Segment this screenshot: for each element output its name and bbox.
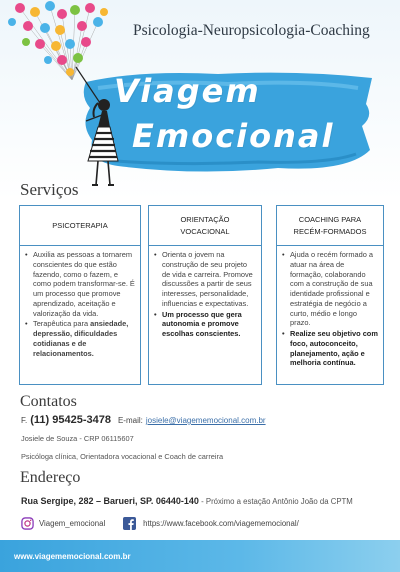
phone-number[interactable]: (11) 95425-3478: [30, 414, 111, 426]
services-heading: Serviços: [20, 180, 79, 199]
facebook-link[interactable]: https://www.facebook.com/viagememocional/: [143, 519, 299, 528]
service-item: • Realize seu objetivo com foco, autoconceito, planejamento, ação e melhoria contínua.: [282, 329, 378, 368]
person-name: Josiele de Souza - CRP 06115607: [21, 434, 134, 443]
footer-bar: [0, 540, 400, 572]
phone-prefix: F.: [21, 416, 28, 425]
service-title: [277, 206, 383, 246]
instagram-icon[interactable]: [21, 517, 34, 530]
service-title-line1: ORIENTAÇÃO: [180, 214, 230, 224]
contact-line: [21, 414, 266, 426]
service-title: [20, 206, 140, 246]
service-card-coaching: [276, 205, 384, 385]
service-item: • Auxilia as pessoas a tornarem conscientes do que estão fazendo, como o fazem, e como podem transformar-se. É um processo que promove aprendizado, aceitação e valorização da vida.: [25, 250, 135, 318]
header-tagline: Psicologia-Neuropsicologia-Coaching: [133, 22, 370, 39]
service-item: • Terapêutica para ansiedade, depressão, dificuldades cotidianas e de relacionamentos.: [25, 319, 135, 358]
service-title-text: PSICOTERAPIA: [52, 220, 108, 230]
email-label: E-mail:: [117, 416, 143, 425]
instagram-handle[interactable]: Viagem_emocional: [39, 519, 106, 528]
address-heading: Endereço: [20, 469, 81, 486]
service-title-line1: COACHING PARA: [298, 214, 362, 224]
service-card-orientacao-vocacional: [148, 205, 262, 385]
service-title-line2: VOCACIONAL: [180, 226, 230, 236]
social-links: [21, 517, 299, 530]
person-role: Psicóloga clínica, Orientadora vocacional e Coach de carreira: [21, 452, 224, 461]
email-link[interactable]: josiele@viagememocional.com.br: [145, 416, 266, 425]
contacts-heading: Contatos: [20, 393, 77, 410]
service-title: [149, 206, 261, 246]
service-card-psicoterapia: [19, 205, 141, 385]
service-item: • Orienta o jovem na construção de seu projeto de vida e carreira. Promove discussões a partir de seus interesses, personalidade, influencias e expectativas.: [154, 250, 256, 309]
logo-word-emocional: Emocional: [132, 117, 335, 155]
logo-word-viagem: Viagem: [114, 72, 261, 110]
service-item: • Um processo que gera autonomia e promove escolhas conscientes.: [154, 310, 256, 339]
website-link[interactable]: www.viagememocional.com.br: [14, 552, 131, 561]
service-item: • Ajuda o recém formado a atuar na área de formação, colaborando com a construção de sua identidade profissional e estratégia de negócio a curto, médio e longo prazo.: [282, 250, 378, 328]
address-main: Rua Sergipe, 282 – Barueri, SP. 06440-140: [21, 496, 199, 506]
service-title-line2: RECÉM-FORMADOS: [293, 226, 367, 236]
address-note: - Próximo a estação Antônio João da CPTM: [198, 497, 353, 506]
facebook-icon[interactable]: [123, 517, 136, 530]
address-line: [21, 491, 353, 509]
